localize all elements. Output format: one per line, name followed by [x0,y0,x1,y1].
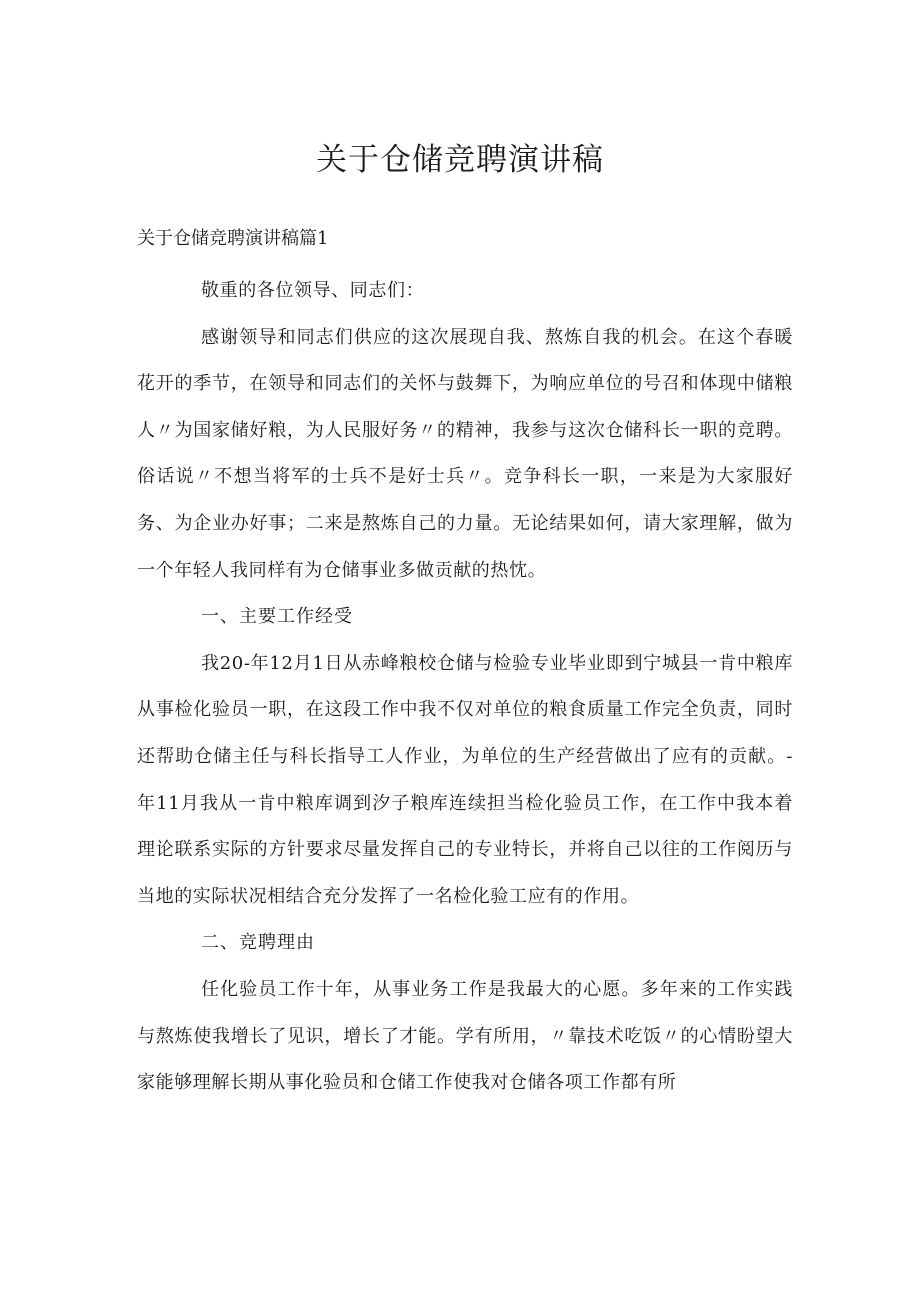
reasons-paragraph: 任化验员工作十年，从事业务工作是我最大的心愿。多年来的工作实践与熬炼使我增长了见识，增长了才能。学有所用，〃靠技术吃饭〃的心情盼望大家能够理解长期从事化验员和仓储工作使我对仓储各项工作都有所 [137,978,793,1094]
section-heading-work-experience: 一、主要工作经受 [201,606,353,628]
intro-paragraph: 感谢领导和同志们供应的这次展现自我、熬炼自我的机会。在这个春暖花开的季节，在领导和同志们的关怀与鼓舞下，为响应单位的号召和体现中储粮人〃为国家储好粮，为人民服好务〃的精神，我参与这次仓储科长一职的竞聘。俗话说〃不想当将军的士兵不是好士兵〃。竞争科长一职，一来是为大家服好务、为企业办好事；二来是熬炼自己的力量。无论结果如何，请大家理解，做为一个年轻人我同样有为仓储事业多做贡献的热忱。 [137,326,793,581]
work-experience-paragraph: 我20-年12月1日从赤峰粮校仓储与检验专业毕业即到宁城县一肯中粮库从事检化验员一职，在这段工作中我不仅对单位的粮食质量工作完全负责，同时还帮助仓储主任与科长指导工人作业，为单位的生产经营做出了应有的贡献。-年11月我从一肯中粮库调到汐子粮库连续担当检化验员工作，在工作中我本着理论联系实际的方针要求尽量发挥自己的专业特长，并将自己以往的工作阅历与当地的实际状况相结合充分发挥了一名检化验工应有的作用。 [137,652,793,907]
document-subtitle: 关于仓储竞聘演讲稿篇1 [137,228,329,249]
document-title: 关于仓储竞聘演讲稿 [316,142,604,178]
salutation-paragraph: 敬重的各位领导、同志们： [201,280,425,301]
document-body [137,268,793,1107]
section-heading-reasons: 二、竞聘理由 [201,932,315,954]
